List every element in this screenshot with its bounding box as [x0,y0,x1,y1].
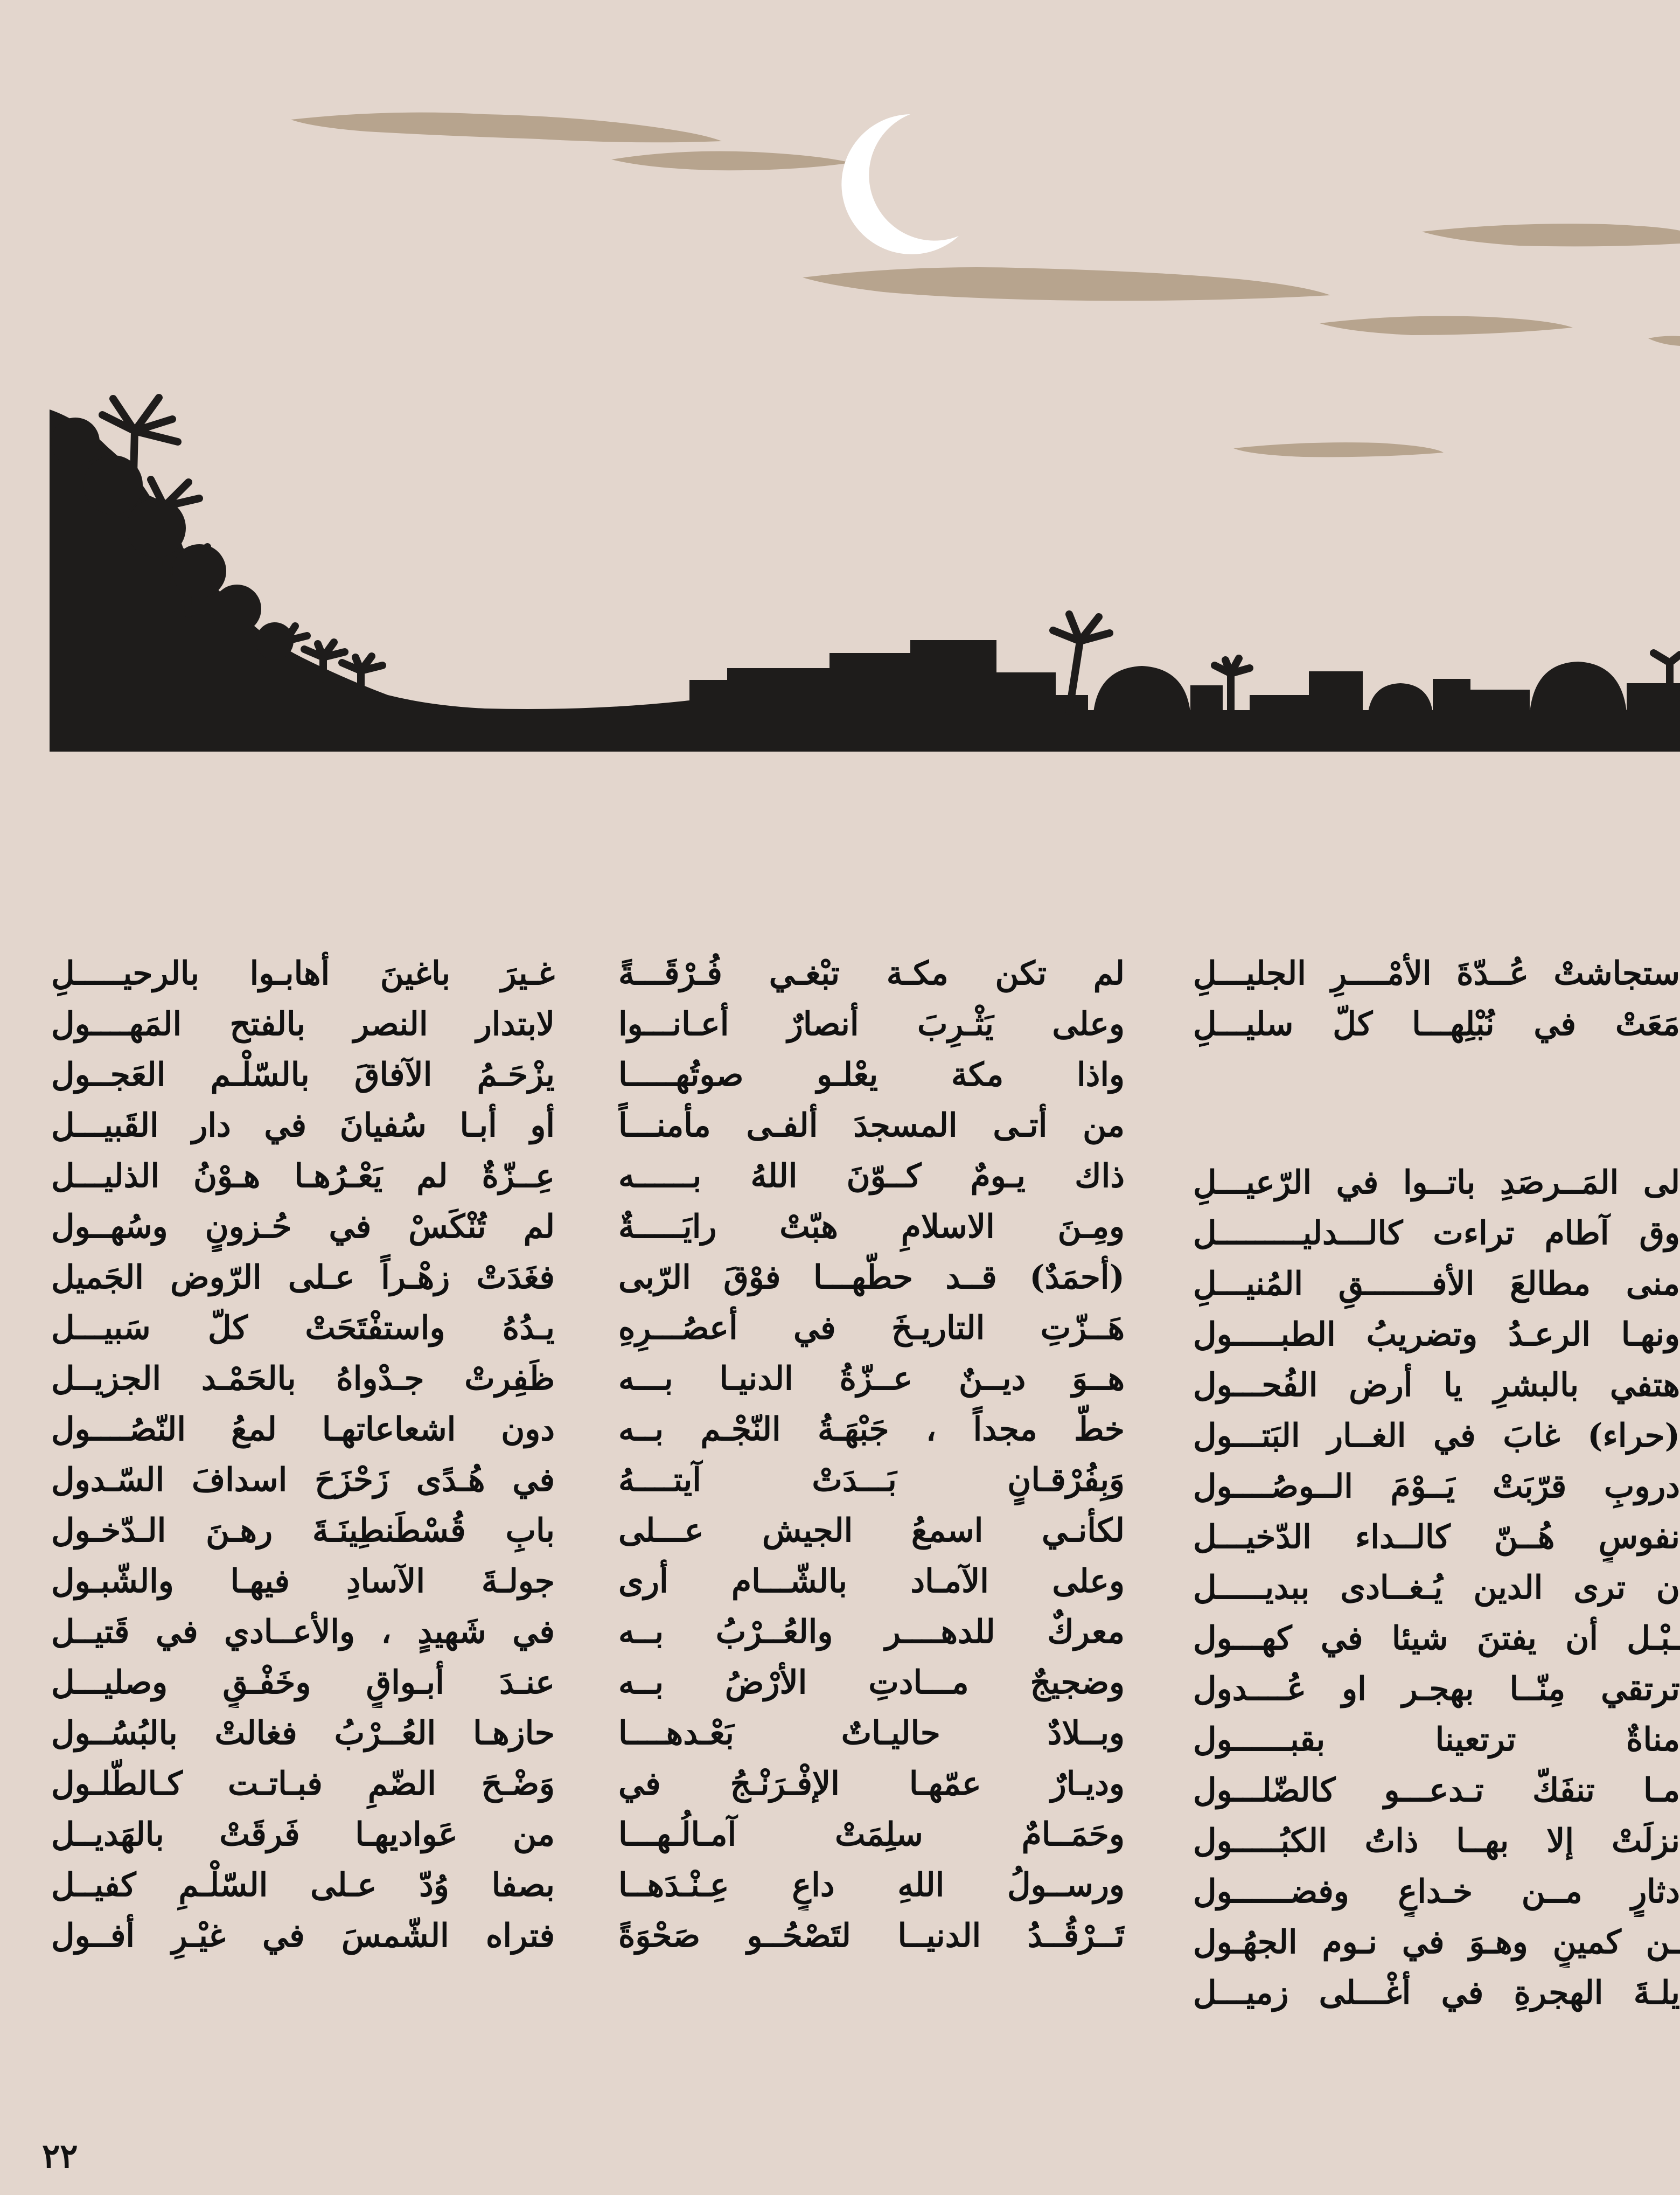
verse-line: لم تكن مكـة تبْغـي فُـرْقَـــةً [618,955,1125,992]
building [996,672,1056,713]
verse-line: ـن كمينٍ وهـوَ في نـوم الجهُـول [1193,1923,1680,1961]
verse-line: مناةٌ ترتعينا بقبــــــول [1193,1721,1680,1759]
verse-line: يلـةَ الهجرةِ في أغْـــلى زميـــل [1193,1974,1680,2012]
foliage-cluster [256,622,294,660]
verse-line: جولـةَ الآسادِ فيهـا والشّبـول [51,1562,555,1600]
verse-line: وعلى الآمـاد بالشّـــام أرى [618,1562,1125,1600]
city-silhouette [50,409,1680,752]
building [1309,671,1363,712]
cloud [1233,442,1444,457]
verse-line: واذا مكة يعْلـو صوتُهـــــا [618,1056,1125,1094]
verse-line: ظَفِرتْ جـدْواهُ بالحَمْـد الجزيــل [51,1360,555,1398]
poem-column-middle [618,948,1125,1961]
stanza-gap [1193,1050,1680,1157]
verse-line: ومِـنَ الاسلامِ هبّتْ رايَـــــةٌ [618,1208,1125,1246]
foliage-cluster [51,418,100,466]
hill [50,409,689,752]
poem-column-left [51,948,555,1961]
dome [1530,662,1627,712]
building [689,680,727,712]
crescent-moon-icon [841,114,959,254]
building [910,640,996,713]
verse-line: يـدُهُ واستفْتَحَتْ كلّ سَبيـــل [51,1309,555,1347]
verse-line: ونهـا الرعـدُ وتضريبُ الطبـــــول [1193,1316,1680,1353]
verse-line: حازهـا العُــرْبُ فغالتْ بالبُسُــول [51,1714,555,1752]
verse-line: فغَدَتْ زهْـراً عـلى الرّوض الجَميل [51,1259,555,1296]
foliage-cluster [127,498,186,558]
verse-line: ذاك يـومٌ كــوّنَ اللهُ بــــــه [618,1157,1125,1195]
verse-line: معركٌ للدهــــر والعُــرْبُ بــه [618,1613,1125,1651]
verse-line: وَبِفُرْقـانٍ بَـــدَتْ آيتــــهُ [618,1461,1125,1499]
verse-line: وضجيجٌ مـــادتِ الأرْضُ بــه [618,1664,1125,1701]
verse-line: منى مطالعَ الأفـــــــقِ المُنيـــلِ [1193,1265,1680,1303]
page-number: ٢٢ [42,2136,78,2176]
skyline-base [646,710,1680,752]
verse-line: ورســولُ اللهِ داعٍ عِـنْـدَهــا [618,1866,1125,1904]
building [1190,685,1223,712]
verse-line: هتفي بالبشرِ يا أرض الفُحـــول [1193,1366,1680,1404]
verse-line: بصفا وُدّ عـلى السّلْـمِ كفيــل [51,1866,555,1904]
verse-line: ستجاشتْ عُــدّةَ الأمْــــرِ الجليـــلِ [1193,955,1680,992]
cloud [291,113,722,143]
verse-line: وق آطام تراءت كالـــدليـــــــــل [1193,1214,1680,1252]
verse-line: عِــزّةٌ لم يَعْـرُهـا هـوْنُ الذليـــل [51,1157,555,1195]
verse-line: غـيرَ باغينَ أهابـوا بالرحيـــــلِ [51,955,555,992]
verse-line: ترتقي مِنّــا بهجـر او عُــــدول [1193,1670,1680,1708]
verse-line: خطّ مجداً ، جَبْهَـةُ النّجْـم بــه [618,1411,1125,1448]
verse-line: (حراء) غابَ في الغــار البَتـــول [1193,1417,1680,1455]
building [727,668,829,711]
verse-line: وبــلادٌ حاليـاتٌ بَعْـدهــــا [618,1714,1125,1752]
cloud [611,151,851,171]
verse-line: هــوَ ديــنٌ عــزّةُ الدنيـا بـــه [618,1360,1125,1398]
verse-line: مَعَتْ في نُبْلِهـــا كلّ سليـــلِ [1193,1005,1680,1043]
dome [1093,666,1190,712]
cloud [1422,224,1680,246]
verse-line: في شَهيدٍ ، والأعــادي في قَتيــل [51,1613,555,1651]
verse-line: من أتـى المسجدَ ألفـى مأمنـــاً [618,1107,1125,1144]
verse-line: مـا تنفَكّ تـدعـــو كالضّلـــول [1193,1772,1680,1809]
verse-line: لى المَــرصَدِ باتــوا في الرّعيـــلِ [1193,1164,1680,1201]
foliage-cluster [213,585,261,633]
verse-line: (أحمَدٌ) قــد حطّهـــا فوْقَ الرّبى [618,1259,1125,1296]
verse-line: يزْحَـمُ الآفاقَ بالسّلْـم العَجــول [51,1056,555,1094]
cloud [1648,336,1680,346]
verse-line: عنـدَ أبـواقٍ وخَفْـقٍ وصليـــل [51,1664,555,1701]
verse-line: لابتدار النصر بالفتح المَهــــول [51,1005,555,1043]
clouds [291,113,1680,457]
verse-line: نفوسٍ هُــنّ كالــداء الدّخيـــل [1193,1518,1680,1556]
cloud [803,267,1330,301]
building [1470,690,1530,712]
verse-line: ـبْـل أن يفتنَ شيئا في كهـــول [1193,1620,1680,1657]
poem-column-right [1193,948,1680,2018]
night-skyline-illustration [0,0,1680,765]
verse-line: وعلى يَثْـرِبَ أنصارٌ أعـانـــوا [618,1005,1125,1043]
verse-line: أو أبـا سُفيانَ في دار القَبيـــل [51,1107,555,1144]
foliage-cluster [172,544,226,598]
verse-line: فتراه الشّمسَ في غيْـرِ أفــول [51,1917,555,1955]
verse-line: لكأنـي اسمعُ الجيش عـــلى [618,1512,1125,1550]
verse-line: دروبِ قرّبَتْ يَــوْمَ الــوصُــــول [1193,1468,1680,1505]
verse-line: في هُـدًى زَحْزَحَ اسدافَ السّـدول [51,1461,555,1499]
foliage-cluster [83,455,143,515]
cloud [1320,316,1573,336]
verse-line: وديـارٌ عمّهـا الإفْـرَنْـجُ في [618,1765,1125,1803]
verse-line: تَــرْقُــدُ الدنيــا لتَصْحُــو صَحْوَةً [618,1917,1125,1955]
verse-line: لم تُنْكَسْ في حُـزونٍ وسُهــول [51,1208,555,1246]
building [829,653,910,712]
dome [1368,683,1433,712]
verse-line: بابِ قُسْطَنطِينَـةَ رهـنَ الـدّخـول [51,1512,555,1550]
verse-line: دون اشعاعاتهـا لمعُ النّصُــــول [51,1411,555,1448]
building [1433,679,1470,712]
building [1250,695,1309,712]
verse-line: وَضْـحَ الضّمِ فبـاتـت كـالطّلـول [51,1765,555,1803]
verse-line: من عَواديهـا فَرقَتْ بالهَديــل [51,1816,555,1853]
verse-line: وحَمَــامٌ سلِمَتْ آمـالُـهـــا [618,1816,1125,1853]
verse-line: نزلَتْ إلا بهــا ذاتُ الكبُـــــول [1193,1822,1680,1860]
verse-line: هَــزّتِ التاريـخَ في أعصُـــرِهِ [618,1309,1125,1347]
verse-line: ن ترى الدين يُـغــادى ببديـــــل [1193,1569,1680,1607]
verse-line: دثارٍ مــن خـداعٍ وفضــــــول [1193,1873,1680,1911]
